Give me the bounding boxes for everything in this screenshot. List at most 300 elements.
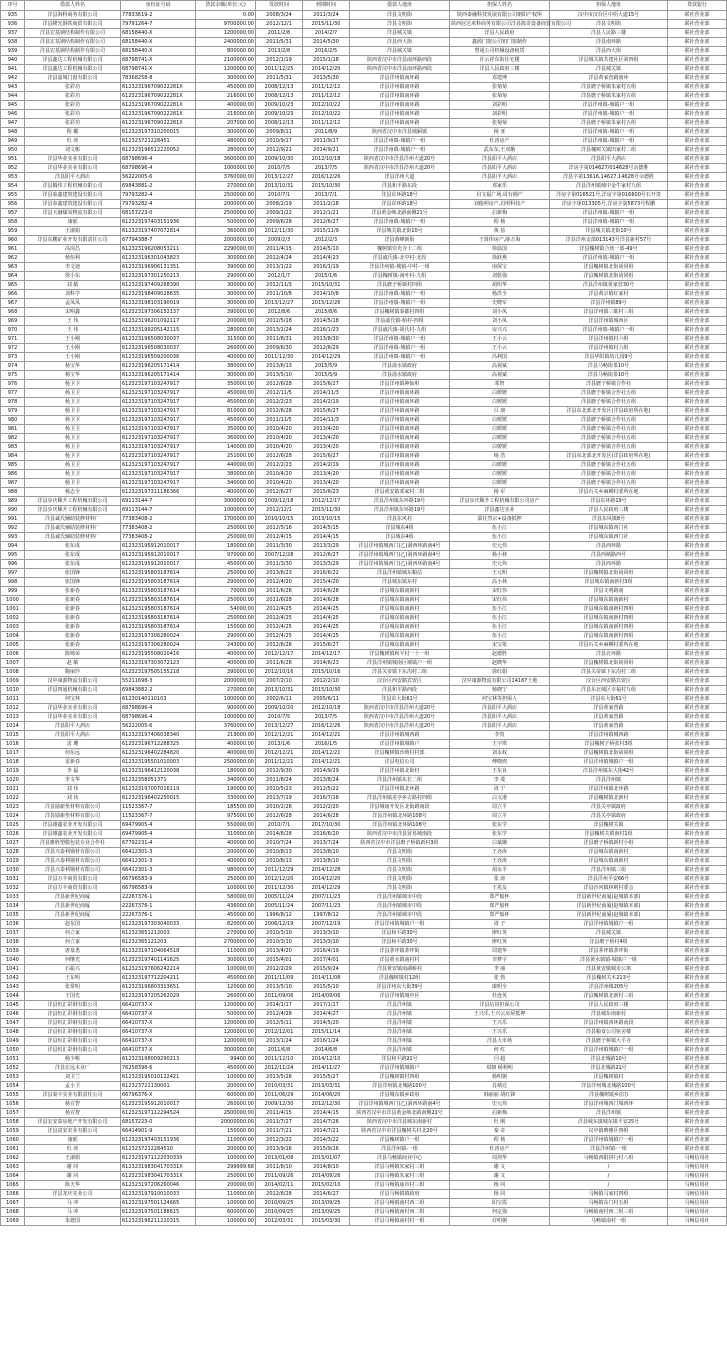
table-row <box>1 560 727 569</box>
cell-due-date: 2013/8/10 <box>303 857 350 866</box>
cell-balance: 260000.00 <box>196 1100 256 1109</box>
table-row <box>1 398 727 407</box>
cell-due-date: 2014/09/26 <box>303 1172 350 1181</box>
column-header: 到期时间 <box>303 1 350 11</box>
cell-borrower-address: 洋县马畅镇朱家村三组 <box>350 1172 450 1181</box>
table-row <box>1 740 727 749</box>
cell-guarantor-address: 洋县洋州镇村六组 <box>550 335 668 344</box>
cell-borrower-address: 洋县城东镇南新村 <box>350 614 450 623</box>
cell-borrower: 洋县宏基钢结构制作有限公司 <box>25 47 121 56</box>
cell-borrower: 张彩功 <box>25 101 121 110</box>
cell-balance: 380000.00 <box>196 362 256 371</box>
table-row <box>1 704 727 713</box>
cell-id-number: 69113144-7 <box>121 506 196 515</box>
cell-id-number: 612323197606242214 <box>121 965 196 974</box>
cell-issue-date: 2011/8/10 <box>256 1163 303 1172</box>
cell-due-date: 2015/11/30 <box>303 506 350 515</box>
table-row <box>1 641 727 650</box>
cell-bank: 联社营业部 <box>668 335 727 344</box>
cell-guarantor: 白文港 <box>450 794 550 803</box>
table-row <box>1 164 727 173</box>
cell-due-date: 2015/03/30 <box>303 1217 350 1226</box>
cell-guarantor-address: 汉中镇碑雅区四组 <box>550 1127 668 1136</box>
cell-id-number: 11523367-7 <box>121 803 196 812</box>
cell-index: 989 <box>1 497 25 506</box>
column-header: 借款人地址 <box>350 1 450 11</box>
cell-guarantor-address: 马畅镇马家村四组 <box>550 1190 668 1199</box>
table-row <box>1 1163 727 1172</box>
cell-borrower: 洋县华业实业有限公司 <box>25 713 121 722</box>
cell-issue-date: 2012/11/30 <box>256 227 303 236</box>
cell-guarantor: 韩丽丽 胡红锋 <box>450 1091 550 1100</box>
cell-issue-date: 2008/3/24 <box>256 11 303 20</box>
table-row <box>1 218 727 227</box>
table-row <box>1 479 727 488</box>
cell-id-number: 612323196906131351 <box>121 263 196 272</box>
cell-borrower-address: 洋县槐树镇秦都村四组 <box>350 308 450 317</box>
cell-guarantor: 宋宝依 <box>450 641 550 650</box>
cell-index: 1009 <box>1 677 25 686</box>
cell-borrower: 雷新春 <box>25 758 121 767</box>
cell-guarantor-address: 洋县洋州镇-城镇户一组 <box>550 137 668 146</box>
cell-issue-date: 2011/12/29 <box>256 866 303 875</box>
table-row <box>1 893 727 902</box>
cell-id-number: 612323196201092117 <box>121 317 196 326</box>
cell-issue-date: 2007/12/28 <box>256 551 303 560</box>
table-row <box>1 29 727 38</box>
cell-due-date: 2014/4/25 <box>303 632 350 641</box>
cell-balance: 550000.00 <box>196 821 256 830</box>
table-row <box>1 1118 727 1127</box>
cell-guarantor-address: 洋县黄家营路 <box>550 713 668 722</box>
cell-balance: 219000.00 <box>196 731 256 740</box>
cell-guarantor-address: 洋县洋州镇-城镇户一组 <box>550 101 668 110</box>
cell-due-date: 2014/6/28 <box>303 587 350 596</box>
cell-guarantor: 胡绍华 <box>450 281 550 290</box>
cell-index: 1042 <box>1 974 25 983</box>
table-row <box>1 1181 727 1190</box>
cell-borrower-address: 洋县洋州镇城西路 <box>350 731 450 740</box>
table-row <box>1 983 727 992</box>
cell-due-date: 2014/4/23 <box>303 254 350 263</box>
cell-borrower-address: 洋县洋州镇-城镇-中村-一组 <box>350 263 450 272</box>
cell-index: 953 <box>1 173 25 182</box>
cell-id-number: 612323196709022281X <box>121 110 196 119</box>
cell-due-date: 2014/11/27 <box>303 1064 350 1073</box>
table-row <box>1 38 727 47</box>
cell-guarantor: 洋县阳平大酒店 <box>450 713 550 722</box>
cell-borrower-address: 汉台区西安路宾贸区 <box>350 677 450 686</box>
cell-guarantor: 王元明 <box>450 569 550 578</box>
cell-balance: 810000.00 <box>196 407 256 416</box>
cell-bank: 联社营业部 <box>668 731 727 740</box>
cell-id-number: 612323197103247917 <box>121 452 196 461</box>
cell-guarantor-address: 洋县城东南新村 <box>550 1010 668 1019</box>
cell-borrower: 石振兴 <box>25 965 121 974</box>
cell-borrower-address: 洋县洋州镇-城镇户一组 <box>350 290 450 299</box>
cell-bank: 联社营业部 <box>668 173 727 182</box>
cell-bank: 联社营业部 <box>668 641 727 650</box>
table-row <box>1 839 727 848</box>
cell-balance: 250000.00 <box>196 524 256 533</box>
cell-id-number: 612323196709022281X <box>121 83 196 92</box>
cell-bank: 联社营业部 <box>668 191 727 200</box>
cell-borrower-address: 陕西省汉中市洋县城厢镇 <box>350 128 450 137</box>
cell-bank: 联社营业部 <box>668 497 727 506</box>
cell-guarantor: 许明朝 <box>450 1217 550 1226</box>
cell-id-number: 612323197501124665 <box>121 1199 196 1208</box>
cell-bank: 联社营业部 <box>668 74 727 83</box>
cell-index: 1028 <box>1 848 25 857</box>
cell-index: 1049 <box>1 1037 25 1046</box>
cell-balance: 150000.00 <box>196 623 256 632</box>
cell-balance: 280000.00 <box>196 326 256 335</box>
cell-guarantor: 杨 军 <box>450 488 550 497</box>
cell-issue-date: 2012/12/17 <box>256 650 303 659</box>
cell-borrower-address: 洋县洋州镇南环路 <box>350 110 450 119</box>
cell-balance: 243000.00 <box>196 641 256 650</box>
cell-guarantor: 张菊菊 <box>450 119 550 128</box>
cell-id-number: 68798741-X <box>121 65 196 74</box>
cell-bank: 联社营业部 <box>668 956 727 965</box>
cell-balance: 100000.00 <box>196 1073 256 1082</box>
cell-due-date: 2013/7/5 <box>303 713 350 722</box>
cell-borrower-address: 洋县槐树镇村四组 <box>350 1073 450 1082</box>
cell-due-date: 2015/9/24 <box>303 965 350 974</box>
cell-id-number: 612323197103247917 <box>121 461 196 470</box>
cell-issue-date: 2012/2/29 <box>256 965 303 974</box>
cell-borrower: 洋县恒汇彩钢有限公司 <box>25 1019 121 1028</box>
cell-guarantor: 郑严船杯 <box>450 893 550 902</box>
table-row <box>1 362 727 371</box>
cell-issue-date: 2011/11/5 <box>256 416 303 425</box>
cell-borrower-address: 洋县洋州镇-城镇户一组 <box>350 137 450 146</box>
cell-due-date: 2014/09/06 <box>303 992 350 1001</box>
cell-guarantor-address: 洋县北城路10号 <box>550 1055 668 1064</box>
cell-borrower: 洋县泰鑫建筑建设有限公司 <box>25 191 121 200</box>
cell-index: 935 <box>1 11 25 20</box>
cell-guarantor: 伍小江 <box>450 623 550 632</box>
cell-bank: 联社营业部 <box>668 911 727 920</box>
cell-borrower-address: 洋县洋州镇-城镇户一组 <box>350 353 450 362</box>
cell-borrower: 洋县隆光钢铁商贸有限公司 <box>25 20 121 29</box>
cell-bank: 联社营业部 <box>668 254 727 263</box>
cell-index: 975 <box>1 371 25 380</box>
cell-bank: 联社营业部 <box>668 227 727 236</box>
table-row <box>1 1190 727 1199</box>
cell-issue-date: 2012/6/28 <box>256 407 303 416</box>
cell-due-date: 2014/3/22 <box>303 1136 350 1145</box>
cell-guarantor: 洋县大市场 <box>450 1037 550 1046</box>
cell-bank: 联社营业部 <box>668 1136 727 1145</box>
cell-issue-date: 2011/4/15 <box>256 245 303 254</box>
cell-bank: 联社营业部 <box>668 515 727 524</box>
cell-guarantor-address: 洋县城东镇西门社 <box>550 533 668 542</box>
cell-id-number: 69843882-2 <box>121 686 196 695</box>
cell-bank: 联社营业部 <box>668 848 727 857</box>
table-row <box>1 515 727 524</box>
cell-guarantor: 周立平 <box>450 812 550 821</box>
cell-borrower: 洋县雄鑫农业开发有限公司 <box>25 830 121 839</box>
cell-guarantor: 赵德胜 <box>450 650 550 659</box>
cell-balance: 3000000.00 <box>196 497 256 506</box>
cell-guarantor: 张菊菊 <box>450 92 550 101</box>
cell-borrower: 洋县华业实业有限公司 <box>25 704 121 713</box>
cell-issue-date: 2012/4/28 <box>256 1010 303 1019</box>
cell-index: 937 <box>1 29 25 38</box>
cell-guarantor: 伍小江 <box>450 533 550 542</box>
cell-borrower: 杨卫卫 <box>25 470 121 479</box>
cell-index: 1061 <box>1 1145 25 1154</box>
cell-guarantor-address: 洋县洋州平安66号 <box>550 875 668 884</box>
table-row <box>1 200 727 209</box>
cell-issue-date: 2010/4/20 <box>256 479 303 488</box>
cell-issue-date: 2011/11/09 <box>256 974 303 983</box>
cell-bank: 联社营业部 <box>668 164 727 173</box>
cell-guarantor-address: 洋县东环路19号 <box>550 497 668 506</box>
cell-borrower-address: 陕西省汉中市洋县黄金峡北路南侧21号 <box>350 1109 450 1118</box>
cell-guarantor-address: 洋县磨子桥镇合作社五组 <box>550 434 668 443</box>
cell-borrower-address: 洋县城关镇 <box>350 47 450 56</box>
cell-id-number: 66412301-3 <box>121 866 196 875</box>
table-row <box>1 749 727 758</box>
cell-borrower: 洋县万丰商贸有限公司 <box>25 884 121 893</box>
cell-borrower: 张新春 <box>25 632 121 641</box>
cell-borrower-address: 洋县文明街 <box>350 875 450 884</box>
cell-guarantor-address: 洋县东大街61号 <box>550 695 668 704</box>
cell-balance: 1200000.00 <box>196 1028 256 1037</box>
cell-index: 986 <box>1 470 25 479</box>
cell-issue-date: 2012/9/21 <box>256 146 303 155</box>
cell-balance: 400000.00 <box>196 659 256 668</box>
table-row <box>1 947 727 956</box>
cell-balance: 270000.00 <box>196 182 256 191</box>
cell-index: 1047 <box>1 1019 25 1028</box>
cell-borrower: 洋县恒汇彩钢有限公司 <box>25 1046 121 1055</box>
table-row <box>1 1073 727 1082</box>
cell-guarantor: 洋县鑫达实业 <box>450 506 550 515</box>
table-row <box>1 911 727 920</box>
cell-index: 1055 <box>1 1091 25 1100</box>
table-row <box>1 1172 727 1181</box>
cell-index: 1040 <box>1 956 25 965</box>
cell-id-number: 68798741-X <box>121 56 196 65</box>
table-row <box>1 695 727 704</box>
cell-id-number: 612323196205171414 <box>121 362 196 371</box>
cell-bank: 联社营业部 <box>668 263 727 272</box>
table-row <box>1 461 727 470</box>
cell-guarantor: 张东学 <box>450 830 550 839</box>
cell-issue-date: 2010/10/15 <box>256 515 303 524</box>
cell-borrower-address: 洋县洋州镇南环路 <box>350 407 450 416</box>
cell-issue-date: 2012/6/27 <box>256 488 303 497</box>
cell-borrower: 张新春 <box>25 623 121 632</box>
cell-id-number: 612323197103247917 <box>121 443 196 452</box>
cell-id-number: 22267376-1 <box>121 893 196 902</box>
cell-guarantor-address: 洋县槐树镇北新村 <box>550 794 668 803</box>
cell-index: 990 <box>1 506 25 515</box>
cell-id-number: 612323196709022281X <box>121 119 196 128</box>
cell-bank: 联社营业部 <box>668 155 727 164</box>
cell-guarantor-address: 洋县北城路21号 <box>550 1064 668 1073</box>
cell-index: 1007 <box>1 659 25 668</box>
cell-bank: 联社营业部 <box>668 344 727 353</box>
table-row <box>1 173 727 182</box>
cell-issue-date: 2011/12/30 <box>256 884 303 893</box>
cell-borrower-address: 洋县洋州镇南环路 <box>350 389 450 398</box>
cell-index: 984 <box>1 452 25 461</box>
cell-borrower-address: 洋县文明街 <box>350 20 450 29</box>
cell-id-number: 612323196709022281X <box>121 92 196 101</box>
cell-guarantor: 王兴乐 <box>450 1028 550 1037</box>
cell-guarantor-address: 洋县马畅街茶10号 <box>550 371 668 380</box>
cell-issue-date: 2006/12/19 <box>256 920 303 929</box>
cell-borrower: 杨卫卫 <box>25 398 121 407</box>
cell-due-date: 2014/5/15 <box>303 524 350 533</box>
cell-balance: 340000.00 <box>196 479 256 488</box>
cell-id-number: 68157223-0 <box>121 209 196 218</box>
cell-issue-date: 2013/12/27 <box>256 722 303 731</box>
cell-id-number: 69113144-7 <box>121 497 196 506</box>
table-row <box>1 506 727 515</box>
cell-id-number: 612323195803187614 <box>121 587 196 596</box>
cell-balance: 350000.00 <box>196 425 256 434</box>
table-row <box>1 299 727 308</box>
table-row <box>1 938 727 947</box>
table-row <box>1 821 727 830</box>
cell-due-date: 2016/1/19 <box>303 263 350 272</box>
table-row <box>1 650 727 659</box>
cell-due-date: 2014/9/21 <box>303 146 350 155</box>
cell-guarantor: 张菊菊 <box>450 83 550 92</box>
table-row <box>1 191 727 200</box>
cell-guarantor: 王亦涛 <box>450 848 550 857</box>
cell-borrower: 洋县龙庆实业公司 <box>25 1190 121 1199</box>
cell-index: 1053 <box>1 1073 25 1082</box>
cell-due-date: 2014/5/20 <box>303 1019 350 1028</box>
cell-borrower: 张彩功 <box>25 83 121 92</box>
cell-due-date: 2015/10/30 <box>303 182 350 191</box>
cell-guarantor: 洋县信用担保公司 <box>450 1001 550 1010</box>
cell-id-number: 612323197103247917 <box>121 416 196 425</box>
cell-id-number: 67792231-4 <box>121 839 196 848</box>
cell-balance: 1200000.00 <box>196 1037 256 1046</box>
cell-index: 1031 <box>1 875 25 884</box>
cell-borrower: 宋明鑫 <box>25 308 121 317</box>
cell-id-number: 612323197104064518 <box>121 947 196 956</box>
table-row <box>1 263 727 272</box>
cell-guarantor-address: 洋县磨子桥镇新村小组 <box>550 839 668 848</box>
cell-balance: 250000.00 <box>196 614 256 623</box>
cell-index: 1024 <box>1 812 25 821</box>
cell-due-date: 2012/2/3 <box>303 236 350 245</box>
cell-guarantor-address: 洋县槐树关木213号 <box>550 974 668 983</box>
cell-issue-date: 2012/6/28 <box>256 452 303 461</box>
cell-borrower: 洋县兴泰利钢材有限公司 <box>25 857 121 866</box>
cell-borrower: 杨宣智 <box>25 1100 121 1109</box>
cell-id-number: 612323197311186366 <box>121 488 196 497</box>
cell-borrower-address: 洋县洋州镇城西门(乙)洞西环路南4号 <box>350 1100 450 1109</box>
cell-issue-date: 1996/8/12 <box>256 911 303 920</box>
cell-index: 992 <box>1 524 25 533</box>
cell-borrower: 洋县新世纪商厦 <box>25 911 121 920</box>
cell-borrower-address: 洋县洋州镇东长二组 <box>350 776 450 785</box>
cell-borrower-address: 陕西省汉中市洋县磨子桥镇新村3组 <box>350 839 450 848</box>
cell-guarantor-address: 洋县城关镇北街10号 <box>550 227 668 236</box>
cell-id-number: 56222005-6 <box>121 173 196 182</box>
cell-balance: 330000.00 <box>196 794 256 803</box>
cell-borrower: 洋县万丰商贸有限公司 <box>25 875 121 884</box>
cell-index: 1046 <box>1 1010 25 1019</box>
column-header: 贷款银行 <box>668 1 727 11</box>
cell-guarantor-address: 洋县洋州镇城西区 <box>550 317 668 326</box>
cell-id-number: 612323196211220315 <box>121 1217 196 1226</box>
cell-borrower: 马 冲 <box>25 1199 121 1208</box>
cell-id-number: 612323197112294524 <box>121 1109 196 1118</box>
cell-index: 1067 <box>1 1199 25 1208</box>
cell-id-number: 612323197103247917 <box>121 470 196 479</box>
cell-borrower-address: 洋县马畅镇镇政府 <box>350 1190 450 1199</box>
cell-bank: 联社营业部 <box>668 974 727 983</box>
table-row <box>1 443 727 452</box>
cell-guarantor: 刘彩明 <box>450 101 550 110</box>
cell-issue-date: 2010/7/1 <box>256 821 303 830</box>
cell-balance: 1000000.00 <box>196 695 256 704</box>
cell-index: 964 <box>1 272 25 281</box>
table-row <box>1 11 727 20</box>
cell-index: 974 <box>1 362 25 371</box>
cell-borrower: 洋县雅胜塑膜包装专业合作社 <box>25 839 121 848</box>
cell-bank: 联社营业部 <box>668 1037 727 1046</box>
cell-id-number: 612323196508030037 <box>121 344 196 353</box>
cell-due-date: 2015/1/6 <box>303 272 350 281</box>
cell-guarantor-address: / <box>550 1172 668 1181</box>
cell-guarantor-address: 洋县槐树镇北街胡同组 <box>550 659 668 668</box>
table-row <box>1 290 727 299</box>
cell-index: 973 <box>1 353 25 362</box>
cell-guarantor-address: 洋县洋州镇-城镇户一组 <box>550 128 668 137</box>
cell-borrower: 谢 同 <box>25 1172 121 1181</box>
cell-borrower: 陈锦荣 <box>25 650 121 659</box>
cell-id-number: 68158440-X <box>121 47 196 56</box>
cell-guarantor: 伍小江 <box>450 524 550 533</box>
cell-bank: 联社营业部 <box>668 38 727 47</box>
cell-guarantor-address: 洋县石关乡麻柳村委所在地 <box>550 641 668 650</box>
cell-id-number: 612323197712204211 <box>121 974 196 983</box>
cell-due-date: 2014/5/30 <box>303 38 350 47</box>
cell-issue-date: 2010/09/25 <box>256 1199 303 1208</box>
cell-bank: 联社营业部 <box>668 272 727 281</box>
cell-index: 955 <box>1 191 25 200</box>
cell-balance: 980000.00 <box>196 866 256 875</box>
cell-borrower: 王 伟 <box>25 326 121 335</box>
cell-guarantor-address: 洋县洋州镇三组 <box>550 866 668 875</box>
cell-index: 1023 <box>1 803 25 812</box>
cell-due-date: 2014/12/29 <box>303 884 350 893</box>
cell-issue-date: 2011/12/10 <box>256 1055 303 1064</box>
cell-borrower: 杨恒利 <box>25 254 121 263</box>
cell-index: 976 <box>1 380 25 389</box>
cell-balance: 70000.00 <box>196 587 256 596</box>
cell-bank: 联社营业部 <box>668 56 727 65</box>
cell-borrower: 洋县步庆顺升工程机械有限公司 <box>25 506 121 515</box>
cell-balance: 3000000.00 <box>196 1046 256 1055</box>
cell-borrower: 李文华 <box>25 776 121 785</box>
cell-id-number: 66796583-9 <box>121 875 196 884</box>
cell-guarantor-address: 洋房字第013305号,洋房字第5873号程鹏 <box>550 200 668 209</box>
cell-guarantor-address: 洋县西大街 <box>550 47 668 56</box>
cell-balance: 54000.00 <box>196 605 256 614</box>
